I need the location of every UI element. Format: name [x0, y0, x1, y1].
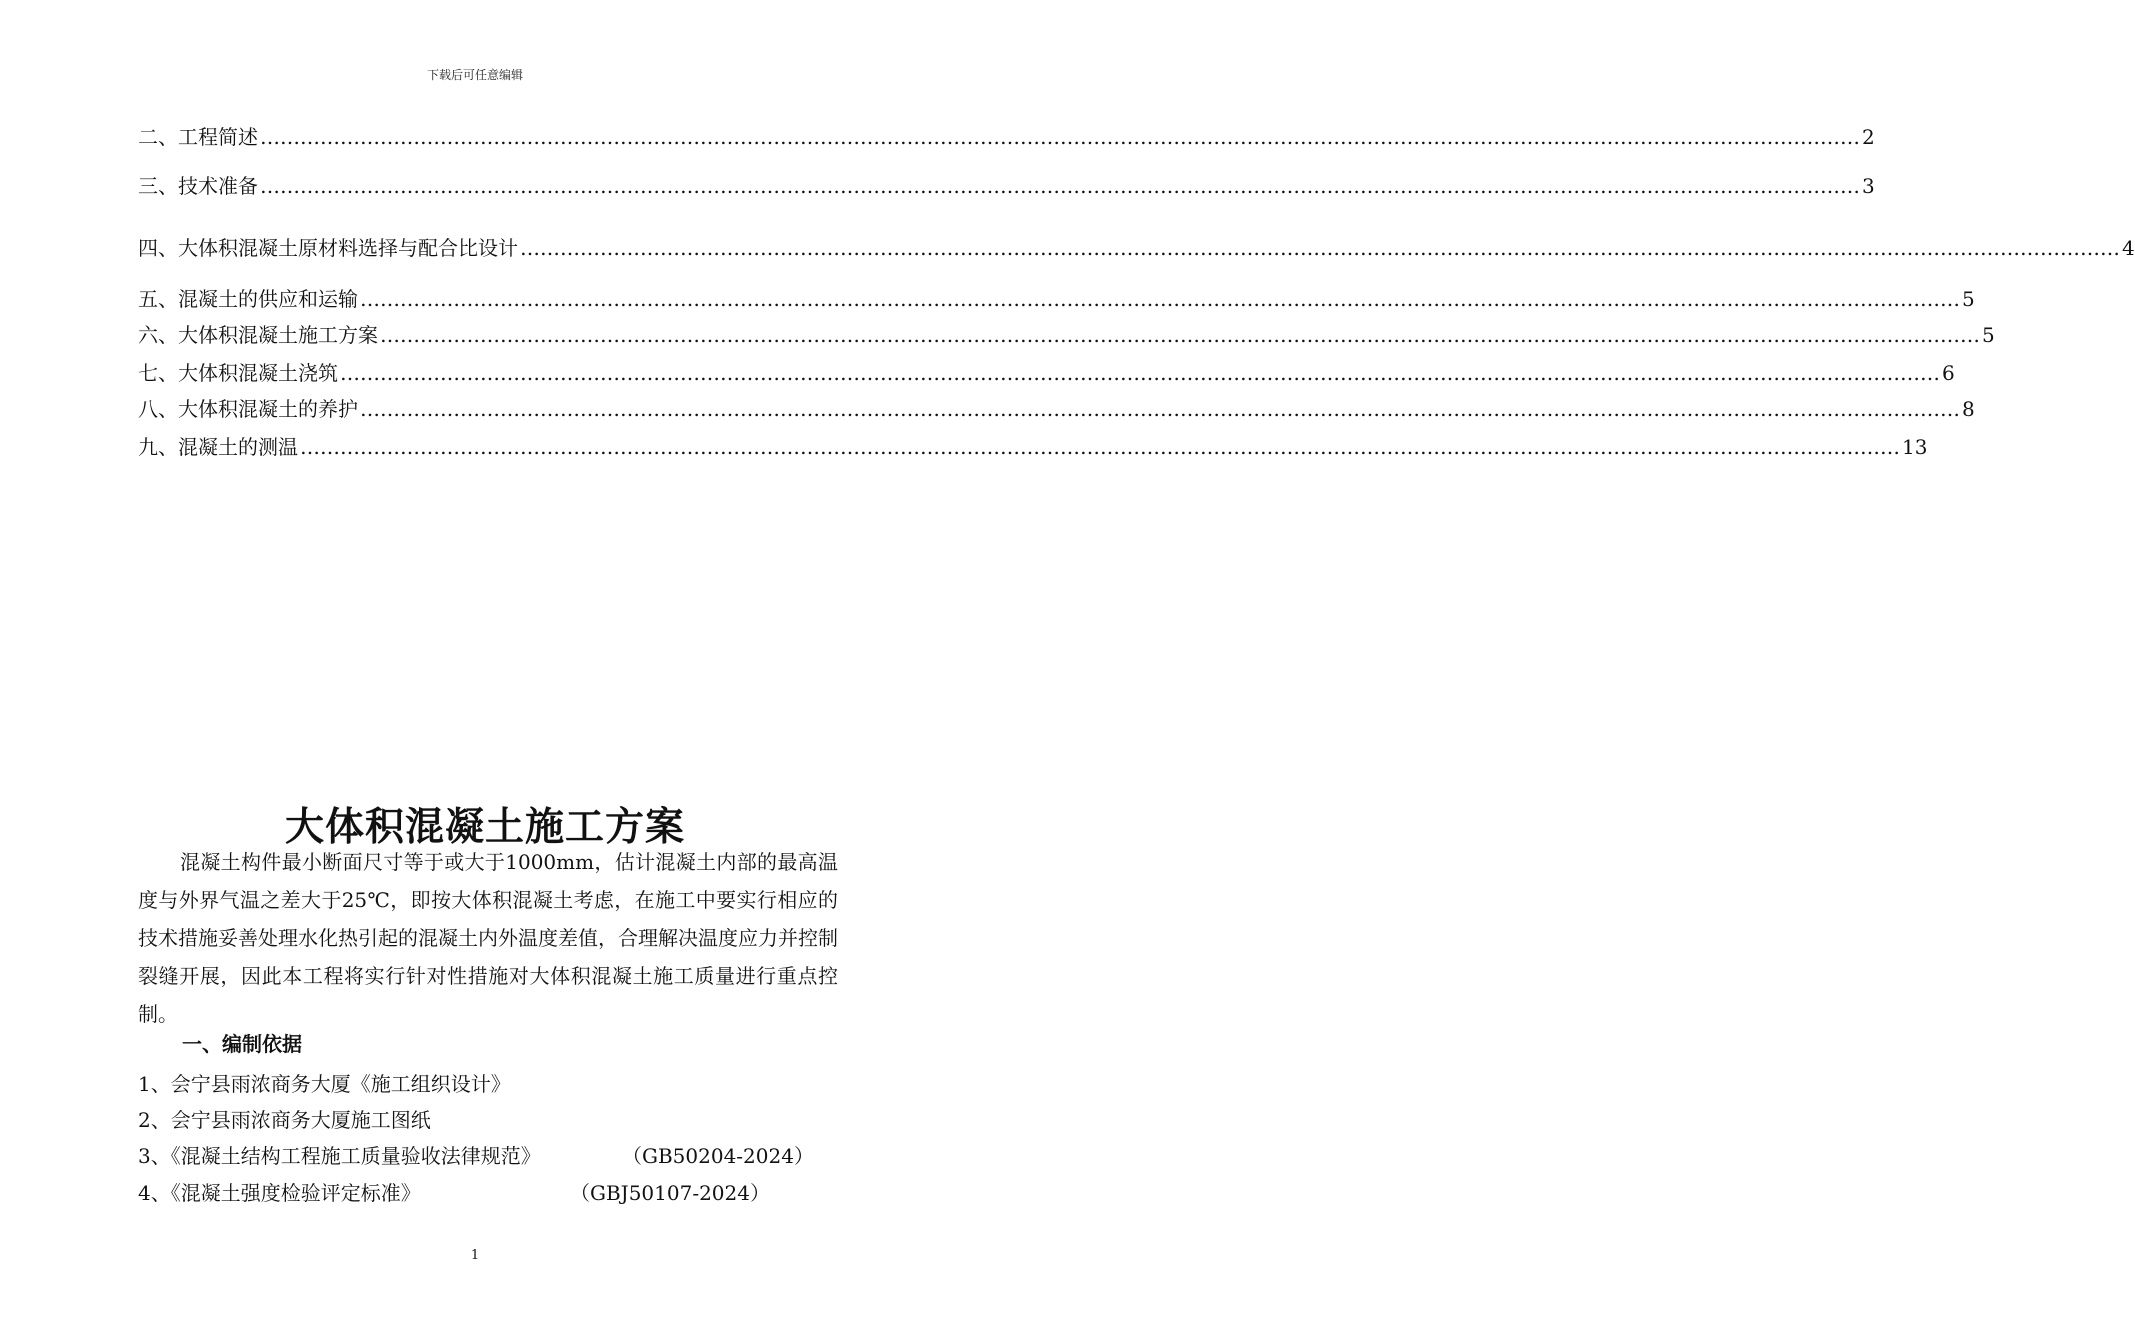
- toc-leader-dots: ……………………………………………………………………………………………………………………………………………………………………………………………………………………: [340, 361, 1940, 385]
- toc-entry: [138, 360, 1955, 386]
- toc-entry-label: 八、大体积混凝土的养护: [138, 397, 358, 421]
- toc-leader-dots: ……………………………………………………………………………………………………………………………………………………………………………………………………………………: [260, 125, 1860, 149]
- toc-entry-label: 六、大体积混凝土施工方案: [138, 323, 378, 347]
- toc-entry-page: 3: [1862, 174, 1875, 198]
- reference-text: 3、《混凝土结构工程施工质量验收法律规范》: [138, 1144, 541, 1168]
- toc-entry: [138, 235, 2135, 261]
- toc-entry: [138, 434, 1928, 460]
- reference-item: [138, 1068, 511, 1097]
- toc-entry-page: 13: [1902, 435, 1928, 459]
- toc-entry-page: 6: [1942, 361, 1955, 385]
- toc-entry-page: 5: [1982, 323, 1995, 347]
- reference-item: [138, 1140, 818, 1169]
- reference-code: （GB50204-2024）: [622, 1144, 814, 1168]
- toc-entry: [138, 286, 1975, 312]
- toc-leader-dots: ……………………………………………………………………………………………………………………………………………………………………………………………………………………: [380, 323, 1980, 347]
- reference-item: [138, 1104, 431, 1133]
- toc-leader-dots: ……………………………………………………………………………………………………………………………………………………………………………………………………………………: [360, 287, 1960, 311]
- toc-leader-dots: ……………………………………………………………………………………………………………………………………………………………………………………………………………………: [300, 435, 1900, 459]
- reference-item: [138, 1177, 818, 1206]
- intro-paragraph: 混凝土构件最小断面尺寸等于或大于1000mm，估计混凝土内部的最高温度与外界气温之差大于25℃，即按大体积混凝土考虑，在施工中要实行相应的技术措施妥善处理水化热引起的混凝土内外温度差值，合理解决温度应力并控制裂缝开展，因此本工程将实行针对性措施对大体积混凝土施工质量进行重点控制。: [138, 850, 838, 1026]
- toc-leader-dots: ……………………………………………………………………………………………………………………………………………………………………………………………………………………: [260, 174, 1860, 198]
- toc-entry-label: 七、大体积混凝土浇筑: [138, 361, 338, 385]
- reference-text: 4、《混凝土强度检验评定标准》: [138, 1181, 421, 1205]
- toc-entry-label: 二、工程简述: [138, 125, 258, 149]
- toc-entry: [138, 173, 1875, 199]
- toc-entry-page: 4: [2122, 236, 2135, 260]
- toc-entry-label: 四、大体积混凝土原材料选择与配合比设计: [138, 236, 518, 260]
- document-title: 大体积混凝土施工方案: [284, 805, 685, 850]
- toc-leader-dots: ……………………………………………………………………………………………………………………………………………………………………………………………………………………: [520, 236, 2120, 260]
- toc-entry-page: 5: [1962, 287, 1975, 311]
- toc-entry-label: 九、混凝土的测温: [138, 435, 298, 459]
- toc-leader-dots: ……………………………………………………………………………………………………………………………………………………………………………………………………………………: [360, 397, 1960, 421]
- toc-entry: [138, 124, 1875, 150]
- toc-entry: [138, 396, 1975, 422]
- toc-entry-page: 8: [1962, 397, 1975, 421]
- toc-entry: [138, 322, 1995, 348]
- section-heading: 一、编制依据: [182, 1032, 302, 1056]
- reference-text: 1、会宁县雨浓商务大厦《施工组织设计》: [138, 1072, 511, 1096]
- toc-entry-label: 三、技术准备: [138, 174, 258, 198]
- reference-code: （GBJ50107-2024）: [570, 1181, 770, 1205]
- reference-text: 2、会宁县雨浓商务大厦施工图纸: [138, 1108, 431, 1132]
- page-number: 1: [470, 1248, 480, 1263]
- toc-entry-page: 2: [1862, 125, 1875, 149]
- toc-entry-label: 五、混凝土的供应和运输: [138, 287, 358, 311]
- page-header: 下载后可任意编辑: [426, 68, 523, 82]
